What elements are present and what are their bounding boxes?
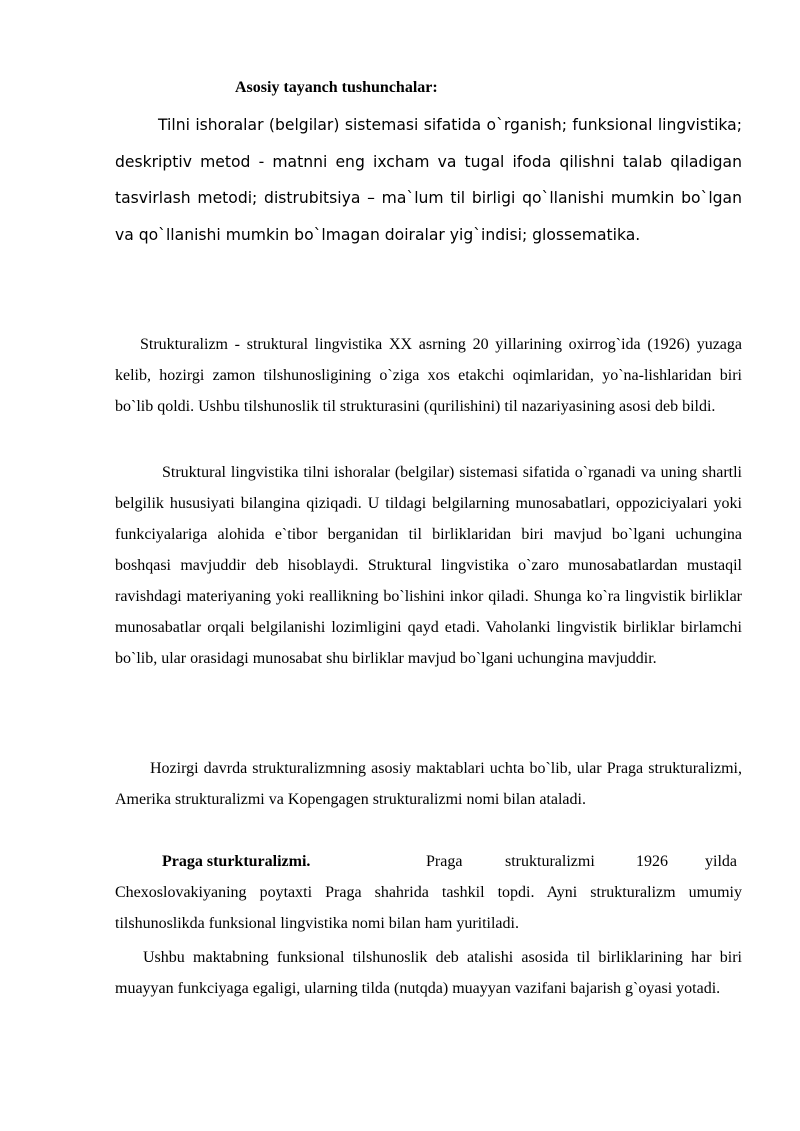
prague-word-2: strukturalizmi xyxy=(505,853,595,870)
keywords-paragraph: Tilni ishoralar (belgilar) sistemasi sifatida o`rganish; funksional lingvistika; deskriptiv metod - matnni eng ixcham va tugal ifoda qilishni talab qiladigan tasvirlash metodi; distrubitsiya – ma`lum til birligi qo`llanishi mumkin bo`lgan va qo`llanishi mumkin bo`lmagan doiralar yig`indisi; glossematika. xyxy=(115,116,742,245)
prague-word-3: 1926 xyxy=(636,853,668,870)
prague-word-1: Praga xyxy=(426,853,463,870)
paragraph-prague-rest: Chexoslovakiyaning poytaxti Praga shahrida tashkil topdi. Ayni strukturalizm umumiy tilshunoslikda funksional lingvistika nomi bilan ham yuritiladi. xyxy=(115,884,742,932)
paragraph-schools: Hozirgi davrda strukturalizmning asosiy maktablari uchta bo`lib, ular Praga strukturalizmi, Amerika strukturalizmi va Kopengagen strukturalizmi nomi bilan ataladi. xyxy=(115,760,742,808)
prague-title: Praga sturkturalizmi. xyxy=(162,853,311,870)
paragraph-prague-head xyxy=(115,846,742,877)
paragraph-structural-linguistics: Struktural lingvistika tilni ishoralar (belgilar) sistemasi sifatida o`rganadi va uning shartli belgilik hususiyati bilangina qiziqadi. U tildagi belgilarning munosabatlari, oppoziciyalari yoki funkciyalariga alohida e`tibor berganidan til birliklaridan biri mavjud bo`lgani uchungina boshqasi mavjuddir deb hisoblaydi. Struktural lingvistika o`zaro munosabatlardan mustaqil ravishdagi materiyaning yoki reallikning bo`lishini inkor qiladi. Shunga ko`ra lingvistik birliklar munosabatlar orqali belgilanishi lozimligini qayd etadi. Vaholanki lingvistik birliklar birlamchi bo`lib, ular orasidagi munosabat shu birliklar mavjud bo`lgani uchungina mavjuddir. xyxy=(115,464,742,667)
paragraph-structuralism-intro: Strukturalizm - struktural lingvistika XX asrning 20 yillarining oxirrog`ida (1926) yuzaga kelib, hozirgi zamon tilshunosligining o`ziga xos etakchi oqimlaridan, yo`na-lishlaridan biri bo`lib qoldi. Ushbu tilshunoslik til strukturasini (qurilishini) til nazariyasining asosi deb bildi. xyxy=(115,336,742,415)
paragraph-functional: Ushbu maktabning funksional tilshunoslik deb atalishi asosida til birliklarining har biri muayyan funkciyaga egaligi, ularning tilda (nutqda) muayyan vazifani bajarish g`oyasi yotadi. xyxy=(115,949,742,997)
section-heading: Asosiy tayanch tushunchalar: xyxy=(235,79,438,96)
prague-word-4: yilda xyxy=(705,853,737,870)
